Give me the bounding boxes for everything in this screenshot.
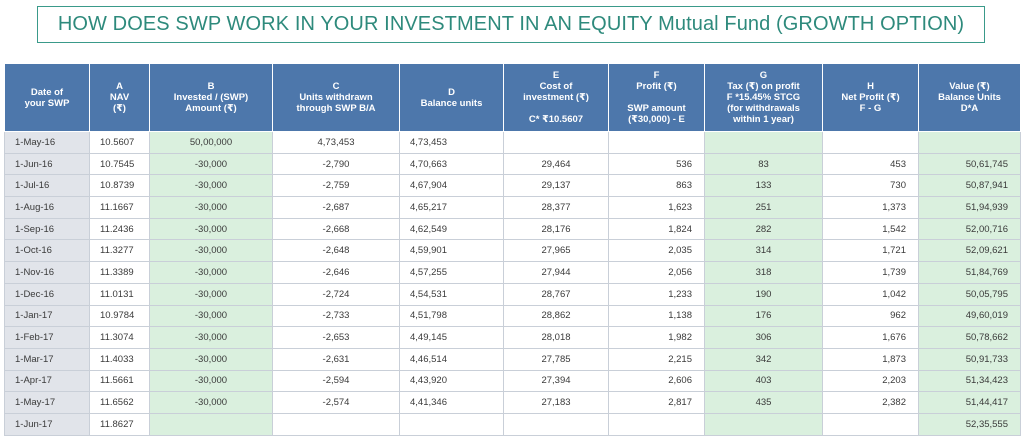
column-header-invested [150, 64, 273, 132]
column-header-line: Amount (₹) [185, 103, 237, 114]
table-cell-units-withdrawn: -2,594 [273, 370, 400, 392]
table-cell-net-profit: 453 [823, 153, 919, 175]
table-cell-value: 52,00,716 [919, 218, 1021, 240]
column-header-date [5, 64, 90, 132]
table-cell-invested: 50,00,000 [150, 132, 273, 154]
column-header-line: Balance Units [938, 92, 1001, 103]
table-cell-date: 1-Sep-16 [5, 218, 90, 240]
table-cell-net-profit: 1,721 [823, 240, 919, 262]
table-cell-net-profit: 1,873 [823, 348, 919, 370]
column-header-line: within 1 year) [733, 114, 794, 125]
table-cell-date: 1-Oct-16 [5, 240, 90, 262]
table-cell-nav: 11.3074 [90, 327, 150, 349]
table-cell-date: 1-Jun-17 [5, 413, 90, 435]
table-cell-tax [705, 413, 823, 435]
column-header-line: C [332, 81, 340, 92]
table-cell-value: 52,09,621 [919, 240, 1021, 262]
table-cell-nav: 11.1667 [90, 197, 150, 219]
table-cell-invested [150, 413, 273, 435]
table-cell-units-withdrawn: -2,668 [273, 218, 400, 240]
table-row [5, 240, 1021, 262]
table-cell-balance-units: 4,49,145 [400, 327, 504, 349]
table-cell-nav: 10.8739 [90, 175, 150, 197]
table-cell-balance-units [400, 413, 504, 435]
table-cell-nav: 11.6562 [90, 392, 150, 414]
table-cell-balance-units: 4,43,920 [400, 370, 504, 392]
table-row [5, 283, 1021, 305]
table-cell-nav: 10.5607 [90, 132, 150, 154]
column-header-line: SWP amount [627, 103, 686, 114]
table-cell-date: 1-Nov-16 [5, 262, 90, 284]
table-cell-net-profit: 730 [823, 175, 919, 197]
table-cell-invested: -30,000 [150, 240, 273, 262]
table-cell-value: 51,94,939 [919, 197, 1021, 219]
column-header-line: investment (₹) [523, 92, 589, 103]
column-header-net-profit [823, 64, 919, 132]
table-cell-date: 1-Jul-16 [5, 175, 90, 197]
table-cell-balance-units: 4,67,904 [400, 175, 504, 197]
column-header-line: Profit (₹) [636, 81, 677, 92]
table-cell-cost: 29,137 [504, 175, 609, 197]
table-cell-units-withdrawn: -2,648 [273, 240, 400, 262]
column-header-line: Balance units [420, 97, 483, 109]
table-cell-balance-units: 4,70,663 [400, 153, 504, 175]
table-cell-value: 49,60,019 [919, 305, 1021, 327]
table-cell-nav: 10.7545 [90, 153, 150, 175]
table-row [5, 327, 1021, 349]
table-cell-units-withdrawn: -2,631 [273, 348, 400, 370]
table-cell-nav: 10.9784 [90, 305, 150, 327]
table-cell-date: 1-Jan-17 [5, 305, 90, 327]
table-cell-value: 50,87,941 [919, 175, 1021, 197]
column-header-tax [705, 64, 823, 132]
table-cell-cost: 27,183 [504, 392, 609, 414]
table-cell-profit: 2,056 [609, 262, 705, 284]
table-cell-profit: 2,035 [609, 240, 705, 262]
table-cell-value: 51,84,769 [919, 262, 1021, 284]
table-cell-tax: 133 [705, 175, 823, 197]
column-header-line: F *15.45% STCG [726, 92, 801, 103]
table-cell-units-withdrawn: -2,733 [273, 305, 400, 327]
table-cell-profit: 1,982 [609, 327, 705, 349]
column-header-line: (for withdrawals [727, 103, 800, 114]
table-cell-balance-units: 4,54,531 [400, 283, 504, 305]
table-row [5, 413, 1021, 435]
table-cell-date: 1-Feb-17 [5, 327, 90, 349]
column-header-line: Cost of [539, 81, 573, 92]
table-cell-nav: 11.5661 [90, 370, 150, 392]
column-header-line: H [867, 81, 874, 92]
table-cell-value: 50,78,662 [919, 327, 1021, 349]
table-cell-balance-units: 4,41,346 [400, 392, 504, 414]
column-header-line: B [207, 81, 215, 92]
table-row [5, 153, 1021, 175]
table-cell-units-withdrawn: -2,646 [273, 262, 400, 284]
table-cell-balance-units: 4,65,217 [400, 197, 504, 219]
table-cell-profit: 2,215 [609, 348, 705, 370]
table-cell-cost: 27,394 [504, 370, 609, 392]
page-title: HOW DOES SWP WORK IN YOUR INVESTMENT IN AN EQUITY Mutual Fund (GROWTH OPTION) [37, 6, 985, 43]
table-cell-net-profit: 1,739 [823, 262, 919, 284]
table-cell-value: 50,91,733 [919, 348, 1021, 370]
table-cell-net-profit: 962 [823, 305, 919, 327]
table-cell-date: 1-May-17 [5, 392, 90, 414]
table-cell-net-profit: 1,542 [823, 218, 919, 240]
column-header-line: D [448, 86, 455, 98]
table-row [5, 262, 1021, 284]
column-header-balance-units [400, 64, 504, 132]
table-row [5, 392, 1021, 414]
table-cell-nav: 11.8627 [90, 413, 150, 435]
swp-table [4, 63, 1021, 436]
table-cell-net-profit: 1,676 [823, 327, 919, 349]
table-cell-net-profit: 2,203 [823, 370, 919, 392]
column-header-line: A [116, 81, 123, 92]
table-cell-date: 1-Jun-16 [5, 153, 90, 175]
table-cell-tax: 314 [705, 240, 823, 262]
table-cell-invested: -30,000 [150, 283, 273, 305]
column-header-profit [609, 64, 705, 132]
table-cell-units-withdrawn: -2,724 [273, 283, 400, 305]
table-cell-profit: 2,817 [609, 392, 705, 414]
column-header-line [506, 103, 606, 114]
table-row [5, 218, 1021, 240]
table-row [5, 348, 1021, 370]
table-row [5, 132, 1021, 154]
table-cell-tax: 282 [705, 218, 823, 240]
table-cell-profit: 1,623 [609, 197, 705, 219]
table-cell-tax: 318 [705, 262, 823, 284]
column-header-line: G [759, 70, 768, 81]
table-body [5, 132, 1021, 436]
column-header-line: Date of [30, 86, 64, 98]
table-cell-units-withdrawn: 4,73,453 [273, 132, 400, 154]
table-cell-value: 51,34,423 [919, 370, 1021, 392]
column-header-line: C* ₹10.5607 [528, 114, 584, 125]
table-cell-tax: 342 [705, 348, 823, 370]
table-cell-net-profit [823, 413, 919, 435]
table-cell-tax: 176 [705, 305, 823, 327]
table-cell-balance-units: 4,51,798 [400, 305, 504, 327]
column-header-line: (₹30,000) - E [628, 114, 685, 125]
column-header-line: Units withdrawn [299, 92, 373, 103]
table-cell-profit: 536 [609, 153, 705, 175]
table-cell-date: 1-Dec-16 [5, 283, 90, 305]
table-cell-value [919, 132, 1021, 154]
table-cell-invested: -30,000 [150, 392, 273, 414]
table-cell-invested: -30,000 [150, 175, 273, 197]
column-header-line: Invested / (SWP) [173, 92, 249, 103]
table-cell-nav: 11.3277 [90, 240, 150, 262]
table-cell-cost: 27,785 [504, 348, 609, 370]
table-cell-value: 51,44,417 [919, 392, 1021, 414]
column-header-line: Net Profit (₹) [841, 92, 900, 103]
table-cell-cost: 29,464 [504, 153, 609, 175]
table-cell-date: 1-May-16 [5, 132, 90, 154]
table-cell-nav: 11.0131 [90, 283, 150, 305]
table-cell-balance-units: 4,59,901 [400, 240, 504, 262]
table-cell-cost: 28,767 [504, 283, 609, 305]
table-cell-date: 1-Mar-17 [5, 348, 90, 370]
table-cell-invested: -30,000 [150, 262, 273, 284]
table-cell-units-withdrawn: -2,574 [273, 392, 400, 414]
table-cell-profit: 863 [609, 175, 705, 197]
table-cell-net-profit: 1,373 [823, 197, 919, 219]
table-cell-date: 1-Apr-17 [5, 370, 90, 392]
table-cell-units-withdrawn: -2,759 [273, 175, 400, 197]
table-cell-invested: -30,000 [150, 370, 273, 392]
table-cell-profit: 1,233 [609, 283, 705, 305]
table-cell-invested: -30,000 [150, 197, 273, 219]
column-header-line: E [552, 70, 560, 81]
table-row [5, 175, 1021, 197]
table-cell-balance-units: 4,62,549 [400, 218, 504, 240]
table-cell-invested: -30,000 [150, 153, 273, 175]
table-cell-units-withdrawn: -2,790 [273, 153, 400, 175]
table-cell-nav: 11.3389 [90, 262, 150, 284]
table-cell-invested: -30,000 [150, 327, 273, 349]
table-cell-balance-units: 4,73,453 [400, 132, 504, 154]
table-cell-value: 52,35,555 [919, 413, 1021, 435]
table-cell-tax [705, 132, 823, 154]
table-cell-cost: 28,018 [504, 327, 609, 349]
table-cell-value: 50,05,795 [919, 283, 1021, 305]
table-cell-invested: -30,000 [150, 218, 273, 240]
column-header-line: D*A [960, 103, 979, 114]
column-header-cost [504, 64, 609, 132]
column-header-line [611, 92, 702, 103]
column-header-line: F [653, 70, 660, 81]
column-header-line: your SWP [24, 97, 70, 109]
column-header-line: F - G [859, 103, 882, 114]
swp-table-container [4, 63, 1020, 436]
table-cell-units-withdrawn: -2,653 [273, 327, 400, 349]
table-cell-value: 50,61,745 [919, 153, 1021, 175]
table-header-row [5, 64, 1021, 132]
table-cell-invested: -30,000 [150, 348, 273, 370]
table-row [5, 370, 1021, 392]
table-cell-balance-units: 4,46,514 [400, 348, 504, 370]
table-cell-cost: 28,862 [504, 305, 609, 327]
column-header-line: Value (₹) [949, 81, 990, 92]
table-cell-cost [504, 413, 609, 435]
table-cell-tax: 251 [705, 197, 823, 219]
table-row [5, 305, 1021, 327]
table-cell-profit: 1,824 [609, 218, 705, 240]
column-header-line: (₹) [113, 103, 126, 114]
table-cell-tax: 435 [705, 392, 823, 414]
table-cell-tax: 403 [705, 370, 823, 392]
column-header-line: Tax (₹) on profit [727, 81, 800, 92]
table-cell-net-profit [823, 132, 919, 154]
table-cell-profit: 2,606 [609, 370, 705, 392]
table-cell-profit [609, 413, 705, 435]
table-cell-units-withdrawn [273, 413, 400, 435]
table-cell-nav: 11.2436 [90, 218, 150, 240]
table-cell-profit [609, 132, 705, 154]
table-cell-nav: 11.4033 [90, 348, 150, 370]
table-cell-cost [504, 132, 609, 154]
table-cell-tax: 190 [705, 283, 823, 305]
table-cell-tax: 83 [705, 153, 823, 175]
table-cell-net-profit: 2,382 [823, 392, 919, 414]
table-row [5, 197, 1021, 219]
column-header-line: NAV [109, 92, 130, 103]
table-cell-net-profit: 1,042 [823, 283, 919, 305]
table-cell-cost: 27,965 [504, 240, 609, 262]
column-header-nav [90, 64, 150, 132]
table-cell-balance-units: 4,57,255 [400, 262, 504, 284]
table-cell-cost: 28,377 [504, 197, 609, 219]
table-cell-units-withdrawn: -2,687 [273, 197, 400, 219]
table-cell-cost: 27,944 [504, 262, 609, 284]
table-cell-tax: 306 [705, 327, 823, 349]
table-cell-invested: -30,000 [150, 305, 273, 327]
table-cell-profit: 1,138 [609, 305, 705, 327]
table-cell-cost: 28,176 [504, 218, 609, 240]
table-cell-date: 1-Aug-16 [5, 197, 90, 219]
column-header-units-withdrawn [273, 64, 400, 132]
column-header-value [919, 64, 1021, 132]
column-header-line: through SWP B/A [296, 103, 376, 114]
